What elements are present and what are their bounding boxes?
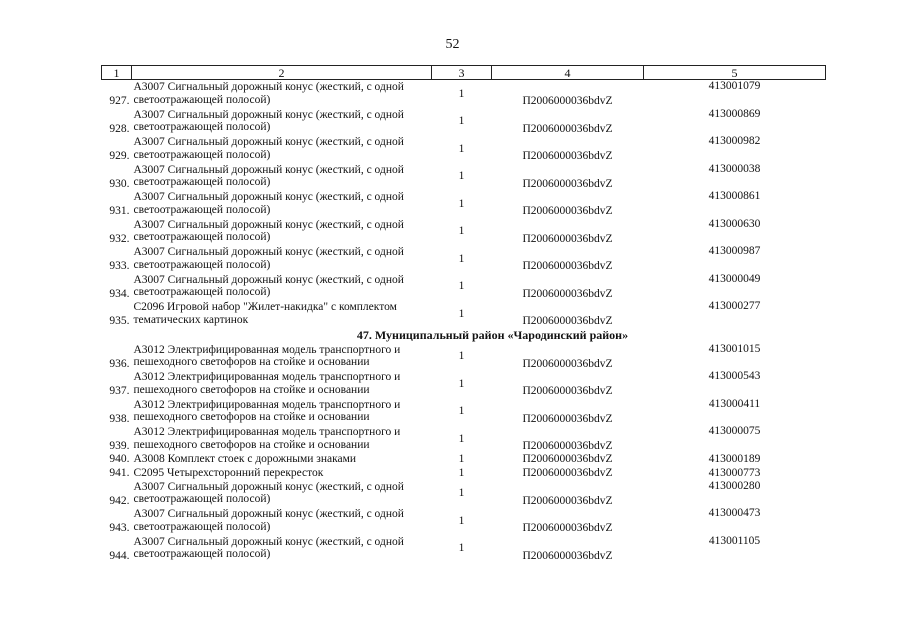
item-inventory-id: П2006000036bdvZ bbox=[522, 385, 613, 397]
item-name: С2096 Игровой набор "Жилет-накидка" с комплектом тематических картинок bbox=[133, 301, 397, 326]
item-code: 413000075 bbox=[708, 425, 761, 437]
item-quantity: 1 bbox=[458, 252, 465, 265]
table-row bbox=[102, 218, 826, 246]
item-name: А3007 Сигнальный дорожный конус (жесткий, с одной светоотражающей полосой) bbox=[133, 163, 404, 189]
section-row bbox=[102, 328, 826, 343]
item-quantity: 1 bbox=[458, 487, 465, 499]
item-code: 413000630 bbox=[708, 217, 761, 230]
item-quantity: 1 bbox=[458, 432, 465, 445]
item-quantity: 1 bbox=[458, 377, 465, 390]
item-inventory-id: П2006000036bdvZ bbox=[522, 177, 613, 190]
item-inventory-id: П2006000036bdvZ bbox=[522, 122, 613, 135]
item-name: А3007 Сигнальный дорожный конус (жесткий, с одной светоотражающей полосой) bbox=[133, 191, 404, 216]
table-row bbox=[102, 466, 826, 480]
item-quantity: 1 bbox=[458, 225, 465, 237]
item-inventory-id: П2006000036bdvZ bbox=[522, 287, 613, 300]
row-number: 938. bbox=[109, 412, 130, 425]
item-inventory-id: П2006000036bdvZ bbox=[522, 205, 613, 217]
table-row bbox=[102, 163, 826, 191]
item-quantity: 1 bbox=[458, 142, 465, 155]
item-code: 413000869 bbox=[708, 107, 761, 120]
item-name: А3007 Сигнальный дорожный конус (жесткий, с одной светоотражающей полосой) bbox=[133, 508, 404, 533]
item-name: А3007 Сигнальный дорожный конус (жесткий, с одной светоотражающей полосой) bbox=[133, 136, 404, 161]
item-code: 413000280 bbox=[708, 479, 761, 492]
row-number: 943. bbox=[109, 522, 130, 534]
table-row bbox=[102, 343, 826, 371]
table-row bbox=[102, 507, 826, 535]
row-number: 941. bbox=[109, 466, 130, 479]
table-row bbox=[102, 135, 826, 163]
item-inventory-id: П2006000036bdvZ bbox=[522, 494, 613, 507]
item-inventory-id: П2006000036bdvZ bbox=[522, 95, 613, 107]
item-quantity: 1 bbox=[458, 405, 465, 417]
table-row bbox=[102, 535, 826, 563]
page-number: 52 bbox=[445, 37, 460, 52]
table-row bbox=[102, 108, 826, 136]
item-code: 413000861 bbox=[708, 190, 761, 202]
item-name: А3007 Сигнальный дорожный конус (жесткий, с одной светоотражающей полосой) bbox=[133, 108, 404, 134]
table-row bbox=[102, 453, 826, 467]
row-number: 934. bbox=[109, 287, 130, 300]
row-number: 932. bbox=[109, 232, 130, 245]
item-inventory-id: П2006000036bdvZ bbox=[522, 232, 613, 245]
item-name: А3012 Электрифицированная модель транспортного и пешеходного светофоров на стойке и основании bbox=[133, 398, 401, 424]
item-quantity: 1 bbox=[458, 115, 465, 127]
item-inventory-id: П2006000036bdvZ bbox=[522, 466, 613, 479]
item-quantity: 1 bbox=[458, 350, 465, 362]
item-code: 413000982 bbox=[708, 135, 761, 147]
row-number: 937. bbox=[109, 385, 130, 397]
item-name: А3007 Сигнальный дорожный конус (жесткий, с одной светоотражающей полосой) bbox=[133, 246, 404, 271]
item-quantity: 1 bbox=[458, 466, 465, 479]
item-code: 413000987 bbox=[708, 245, 761, 257]
item-code: 413001105 bbox=[708, 534, 761, 547]
row-number: 940. bbox=[109, 453, 130, 465]
item-inventory-id: П2006000036bdvZ bbox=[522, 412, 613, 425]
item-quantity: 1 bbox=[458, 280, 465, 292]
item-name: А3012 Электрифицированная модель транспортного и пешеходного светофоров на стойке и основании bbox=[133, 371, 401, 396]
row-number: 936. bbox=[109, 357, 130, 370]
table-row bbox=[102, 190, 826, 218]
header-cell: 2 bbox=[132, 66, 432, 80]
item-inventory-id: П2006000036bdvZ bbox=[522, 260, 613, 272]
item-quantity: 1 bbox=[458, 307, 465, 320]
item-name: А3008 Комплект стоек с дорожными знаками bbox=[133, 453, 357, 465]
item-name: А3007 Сигнальный дорожный конус (жесткий, с одной светоотражающей полосой) bbox=[133, 81, 404, 106]
inventory-table bbox=[101, 65, 826, 562]
header-cell: 1 bbox=[102, 66, 132, 80]
header-cell: 5 bbox=[644, 66, 826, 80]
row-number: 929. bbox=[109, 150, 130, 162]
item-name: А3007 Сигнальный дорожный конус (жесткий, с одной светоотражающей полосой) bbox=[133, 218, 404, 244]
table-row bbox=[102, 425, 826, 453]
item-code: 413000473 bbox=[708, 507, 761, 519]
item-code: 413000773 bbox=[708, 466, 761, 479]
item-code: 413001079 bbox=[708, 80, 761, 92]
item-name: А3007 Сигнальный дорожный конус (жесткий, с одной светоотражающей полосой) bbox=[133, 273, 404, 299]
row-number: 930. bbox=[109, 177, 130, 190]
item-code: 413000543 bbox=[708, 370, 761, 382]
item-quantity: 1 bbox=[458, 87, 465, 100]
row-number: 939. bbox=[109, 440, 130, 452]
header-cell: 3 bbox=[432, 66, 492, 80]
row-number: 935. bbox=[109, 315, 130, 327]
item-code: 413001015 bbox=[708, 342, 761, 355]
item-inventory-id: П2006000036bdvZ bbox=[522, 315, 613, 327]
item-code: 413000049 bbox=[708, 272, 761, 285]
item-code: 413000277 bbox=[708, 300, 761, 312]
item-quantity: 1 bbox=[458, 542, 465, 554]
item-quantity: 1 bbox=[458, 170, 465, 182]
table-row bbox=[102, 273, 826, 301]
item-name: А3007 Сигнальный дорожный конус (жесткий, с одной светоотражающей полосой) bbox=[133, 535, 404, 561]
item-code: 413000038 bbox=[708, 162, 761, 175]
item-quantity: 1 bbox=[458, 453, 465, 465]
item-quantity: 1 bbox=[458, 514, 465, 527]
row-number: 942. bbox=[109, 494, 130, 507]
table-row bbox=[102, 480, 826, 508]
item-name: А3012 Электрифицированная модель транспортного и пешеходного светофоров на стойке и основании bbox=[133, 343, 401, 369]
item-name: А3007 Сигнальный дорожный конус (жесткий, с одной светоотражающей полосой) bbox=[133, 480, 404, 506]
header-cell: 4 bbox=[492, 66, 644, 80]
header-row bbox=[102, 66, 826, 80]
item-inventory-id: П2006000036bdvZ bbox=[522, 453, 613, 465]
row-number: 931. bbox=[109, 205, 130, 217]
item-inventory-id: П2006000036bdvZ bbox=[522, 150, 613, 162]
table-row bbox=[102, 245, 826, 273]
table-row bbox=[102, 300, 826, 328]
item-code: 413000411 bbox=[708, 397, 761, 410]
row-number: 928. bbox=[109, 122, 130, 135]
table-row bbox=[102, 370, 826, 398]
section-title: 47. Муниципальный район «Чародинский район» bbox=[356, 327, 629, 342]
item-inventory-id: П2006000036bdvZ bbox=[522, 522, 613, 534]
table-row bbox=[102, 398, 826, 426]
item-name: А3012 Электрифицированная модель транспортного и пешеходного светофоров на стойке и основании bbox=[133, 426, 401, 451]
item-code: 413000189 bbox=[708, 453, 761, 465]
row-number: 944. bbox=[109, 549, 130, 562]
item-inventory-id: П2006000036bdvZ bbox=[522, 440, 613, 452]
table-row bbox=[102, 80, 826, 108]
row-number: 933. bbox=[109, 260, 130, 272]
item-name: С2095 Четырехсторонний перекресток bbox=[133, 466, 324, 479]
item-inventory-id: П2006000036bdvZ bbox=[522, 549, 613, 562]
item-inventory-id: П2006000036bdvZ bbox=[522, 357, 613, 370]
row-number: 927. bbox=[109, 95, 130, 107]
item-quantity: 1 bbox=[458, 197, 465, 210]
